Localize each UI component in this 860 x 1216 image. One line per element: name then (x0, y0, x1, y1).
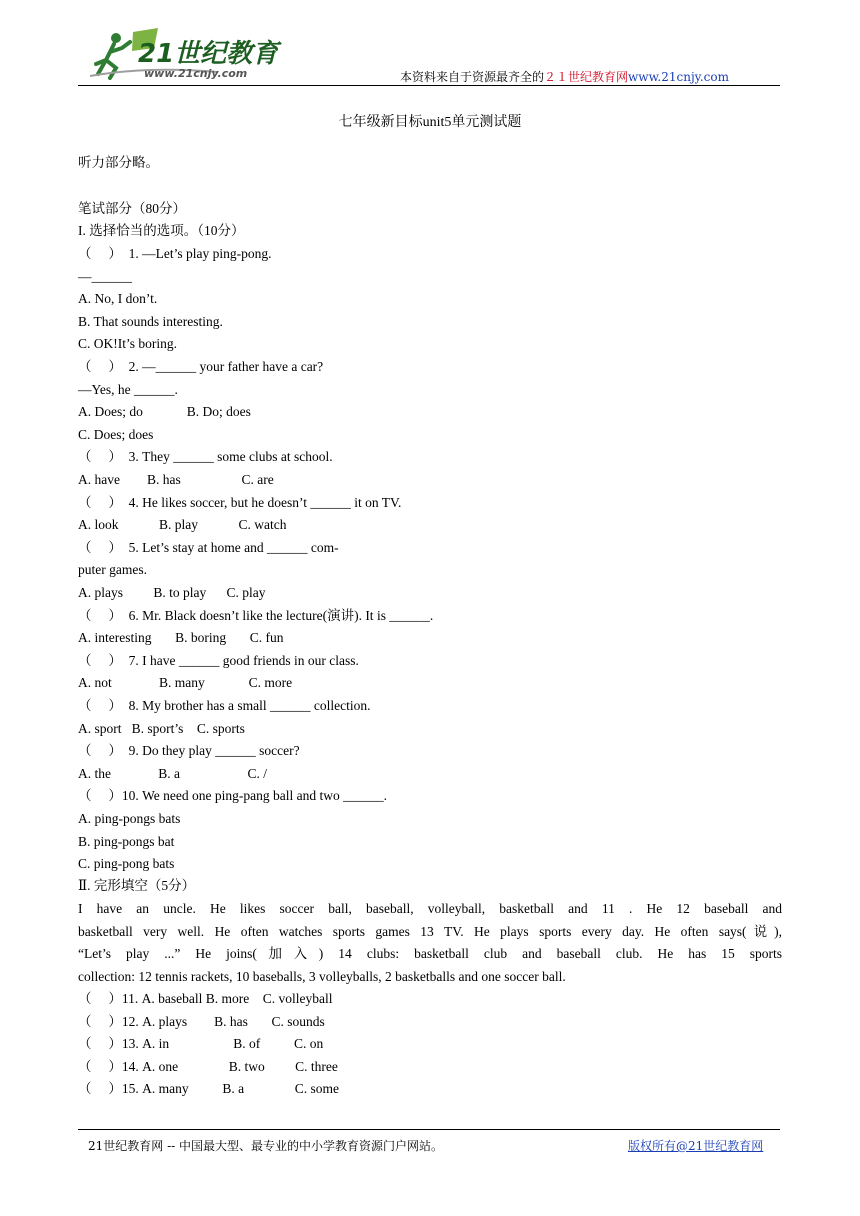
question-line: —Yes, he ______. (78, 381, 178, 397)
question-line: A. not B. many C. more (78, 675, 293, 691)
passage-last-line: collection: 12 tennis rackets, 10 baseballs, 3 volleyballs, 2 basketballs and one soccer ball. (78, 969, 566, 984)
header-divider (78, 85, 780, 86)
cloze-question-line: （ ）14. A. one B. two C. three (78, 1058, 338, 1074)
question-line: （ ） 3. They ______ some clubs at school. (78, 449, 333, 465)
footer-divider (78, 1129, 780, 1130)
footer-text: 21世纪教育网 -- 中国最大型、最专业的中小学教育资源门户网站。 (88, 1139, 444, 1153)
question-line: A. No, I don’t. (78, 291, 158, 307)
question-line: —______ (78, 268, 132, 284)
cloze-question-line: （ ）13. A. in B. of C. on (78, 1036, 324, 1052)
question-line: A. the B. a C. / (78, 765, 267, 781)
question-line: C. OK!It’s boring. (78, 336, 177, 352)
logo-url-text: www.21cnjy.com (144, 67, 248, 80)
question-line: A. look B. play C. watch (78, 517, 287, 533)
question-line: B. That sounds interesting. (78, 313, 223, 329)
question-line: （ ） 2. —______ your father have a car? (78, 359, 324, 374)
passage-line: “Let’s play ...” He joins(加入) 14 clubs: basketball club and baseball club. He has 15 sports (78, 946, 782, 962)
question-line: C. ping-pong bats (78, 856, 175, 872)
intro-text: 听力部分略。 (78, 155, 159, 170)
section1-heading: I. 选择恰当的选项。（10分） (78, 223, 245, 238)
question-line: （ ） 6. Mr. Black doesn’t like the lecture(演讲). It is ______. (78, 607, 434, 623)
question-line: A. Does; do B. Do; does (78, 404, 251, 420)
cloze-question-line: （ ）11. A. baseball B. more C. volleyball (78, 991, 333, 1006)
question-line: （ ）10. We need one ping-pang ball and two ______. (78, 788, 387, 804)
logo-text: 21世纪教育 (138, 39, 279, 69)
copyright-link[interactable]: 版权所有@21世纪教育网 (628, 1139, 764, 1153)
question-line: （ ） 9. Do they play ______ soccer? (78, 743, 300, 759)
passage-line: basketball very well. He often watches sports games 13 TV. He plays sports every day. He often says(说), (78, 923, 782, 939)
source-url-link[interactable]: www.21cnjy.com (628, 70, 729, 84)
section2-heading: Ⅱ. 完形填空（5分） (78, 878, 196, 893)
source-prefix: 本资料来自于资源最齐全的 (400, 70, 545, 84)
question-line: A. ping-pongs bats (78, 811, 181, 826)
header-source-text (400, 68, 729, 85)
runner-logo-graphic (88, 26, 288, 84)
written-heading: 笔试部分（80分） (78, 201, 186, 216)
cloze-question-line: （ ）15. A. many B. a C. some (78, 1081, 339, 1097)
question-line: （ ） 1. —Let’s play ping-pong. (78, 246, 272, 261)
passage-line: I have an uncle. He likes soccer ball, baseball, volleyball, basketball and 11 . He 12 baseball and (78, 901, 782, 916)
question-line: （ ） 8. My brother has a small ______ collection. (78, 698, 371, 713)
question-line: puter games. (78, 562, 147, 578)
question-line: A. sport B. sport’s C. sports (78, 720, 245, 736)
cloze-question-line: （ ）12. A. plays B. has C. sounds (78, 1013, 325, 1029)
question-line: （ ） 4. He likes soccer, but he doesn’t ______ it on TV. (78, 494, 402, 510)
question-line: A. interesting B. boring C. fun (78, 630, 284, 646)
question-line: （ ） 5. Let’s stay at home and ______ com- (78, 539, 339, 555)
question-line: （ ） 7. I have ______ good friends in our class. (78, 652, 359, 668)
site-logo (88, 26, 288, 84)
question-line: A. plays B. to play C. play (78, 585, 266, 600)
question-line: C. Does; does (78, 426, 154, 442)
question-line: A. have B. has C. are (78, 472, 274, 487)
question-line: B. ping-pongs bat (78, 833, 175, 849)
source-site[interactable]: ２１世纪教育网 (544, 70, 629, 84)
page-title: 七年级新目标unit5单元测试题 (338, 115, 522, 130)
